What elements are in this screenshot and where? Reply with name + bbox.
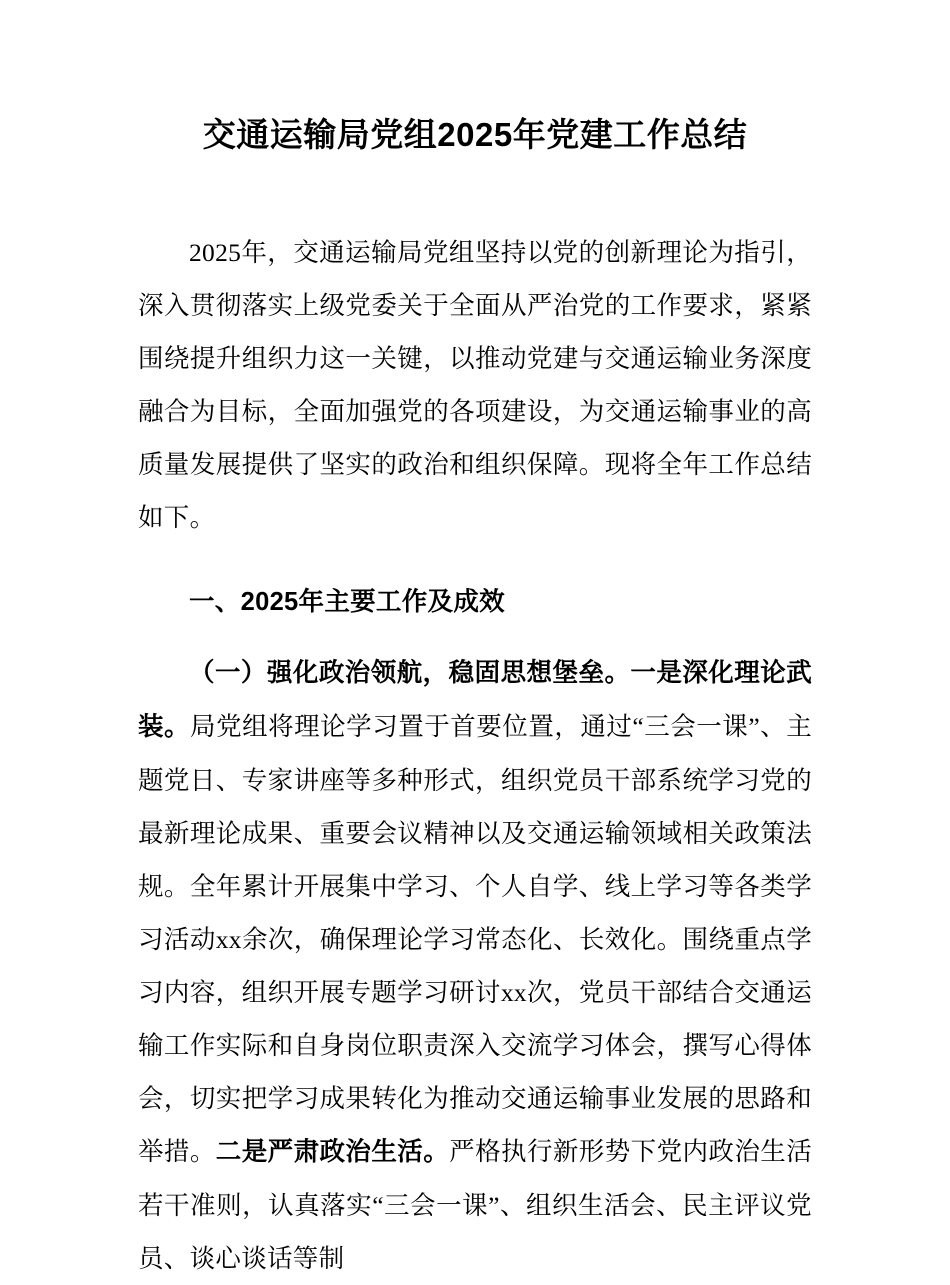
subsection-one-paragraph bbox=[138, 634, 812, 1285]
page-title: 交通运输局党组2025年党建工作总结 bbox=[202, 116, 748, 153]
subsection-one-body-part1: 局党组将理论学习置于首要位置，通过“三会一课”、主题党日、专家讲座等多种形式，组织党员干部系统学习党的最新理论成果、重要会议精神以及交通运输领域相关政策法规。全年累计开展集中学习、个人自学、线上学习等各类学习活动xx余次，确保理论学习常态化、长效化。围绕重点学习内容，组织开展专题学习研讨xx次，党员干部结合交通运输工作实际和自身岗位职责深入交流学习体会，撰写心得体会，切实把学习成果转化为推动交通运输事业发展的思路和举措。 bbox=[138, 712, 812, 1166]
opening-paragraph: 2025年，交通运输局党组坚持以党的创新理论为指引，深入贯彻落实上级党委关于全面从严治党的工作要求，紧紧围绕提升组织力这一关键，以推动党建与交通运输业务深度融合为目标，全面加强党的各项建设，为交通运输事业的高质量发展提供了坚实的政治和组织保障。现将全年工作总结如下。 bbox=[138, 238, 812, 532]
section-heading-one: 一、2025年主要工作及成效 bbox=[189, 588, 505, 616]
bold-lead-two: 二是严肃政治生活。 bbox=[215, 1138, 450, 1166]
subsection-one-bold-lead: （一）强化政治领航，稳固思想堡垒。一是深化理论武装。 bbox=[138, 659, 812, 741]
subsection-one-body-part2: 严格执行新形势下党内政治生活若干准则，认真落实“三会一课”、组织生活会、民主评议党员、谈心谈话等制 bbox=[138, 1137, 813, 1273]
document-body bbox=[138, 158, 812, 1285]
